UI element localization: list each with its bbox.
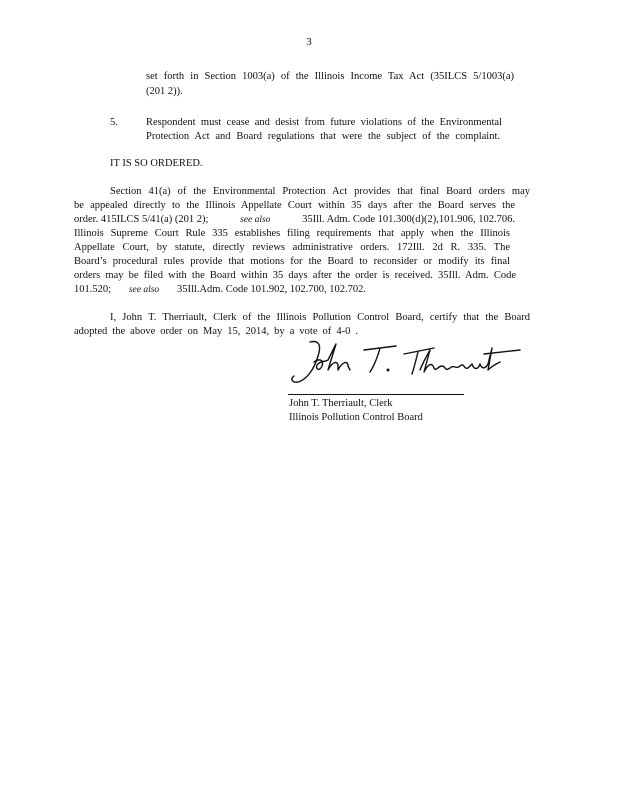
so-ordered: IT IS SO ORDERED. [110, 158, 203, 169]
appeal-line-3-code: 35Ill. Adm. Code 101.300(d)(2),101.906, 102.706. [302, 214, 515, 225]
item5-line2: Protection Act and Board regulations that were the subject of the complaint. [146, 131, 500, 142]
appeal-line-3 [74, 213, 515, 227]
item4-line2: (201 2)). [146, 86, 183, 97]
item5-number: 5. [110, 117, 118, 128]
appeal-line-8 [74, 283, 366, 297]
appeal-line-8-see-also: see also [128, 285, 160, 295]
appeal-line-3-citation: order. 415ILCS 5/41(a) (201 2); [74, 214, 209, 225]
certify-line-2: adopted the above order on May 15, 2014, by a vote of 4-0 . [74, 326, 358, 337]
signature-line [288, 394, 464, 395]
clerk-board: Illinois Pollution Control Board [289, 412, 423, 423]
appeal-line-1: Section 41(a) of the Environmental Protection Act provides that final Board orders may [110, 186, 530, 197]
appeal-line-5: Appellate Court, by statute, directly reviews administrative orders. 172Ill. 2d R. 335. The [74, 242, 510, 253]
appeal-line-6: Board’s procedural rules provide that motions for the Board to reconsider or modify its final [74, 256, 510, 267]
appeal-line-4: Illinois Supreme Court Rule 335 establishes filing requirements that apply when the Illinois [74, 228, 510, 239]
handwritten-signature [288, 336, 528, 388]
appeal-line-3-see-also: see also [240, 215, 271, 225]
appeal-line-7: orders may be filed with the Board within 35 days after the order is received. 35Ill. Adm. Code [74, 270, 516, 281]
clerk-name: John T. Therriault, Clerk [289, 398, 393, 409]
certify-line-1: I, John T. Therriault, Clerk of the Illinois Pollution Control Board, certify that the Board [110, 312, 530, 323]
appeal-line-2: be appealed directly to the Illinois Appellate Court within 35 days after the Board serves the [74, 200, 515, 211]
item5-line1: Respondent must cease and desist from future violations of the Environmental [146, 117, 502, 128]
page-number: 3 [306, 36, 312, 48]
appeal-line-8-citation: 101.520; [74, 284, 112, 295]
item4-line1: set forth in Section 1003(a) of the Illinois Income Tax Act (35ILCS 5/1003(a) [146, 71, 514, 82]
appeal-line-8-code: 35Ill.Adm. Code 101.902, 102.700, 102.702. [176, 284, 366, 295]
